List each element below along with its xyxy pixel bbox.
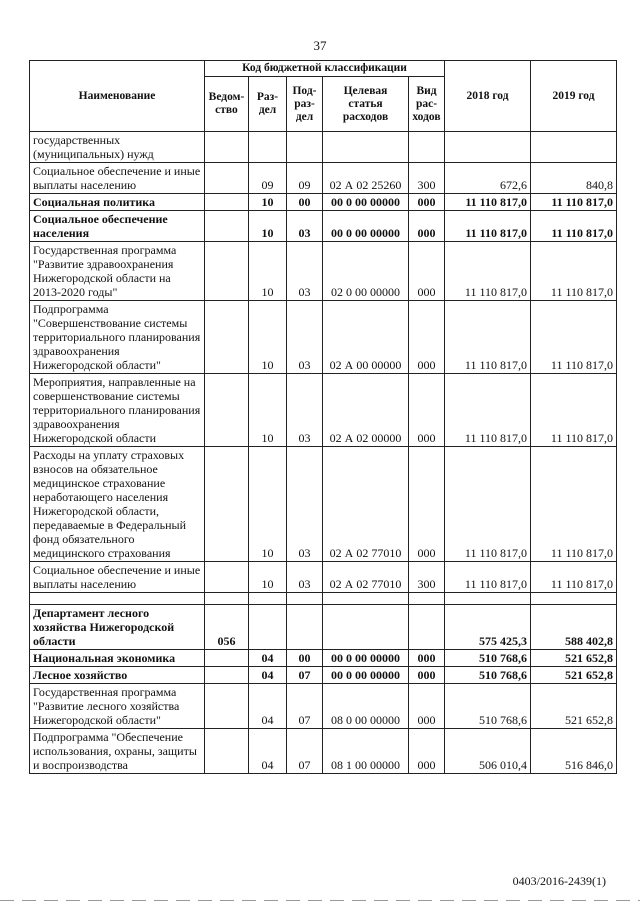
budget-table (29, 60, 617, 774)
table-cell-subsection (287, 132, 323, 163)
table-cell-department: 056 (205, 605, 249, 650)
table-cell-2019 (531, 593, 617, 605)
table-cell-name: государственных (муниципальных) нужд (30, 132, 205, 163)
table-cell-subsection: 03 (287, 211, 323, 242)
table-cell-expense-type: 000 (409, 194, 445, 211)
header-target-item: Целевая статья расходов (323, 77, 409, 132)
table-cell-expense-type: 000 (409, 374, 445, 447)
table-cell-department (205, 301, 249, 374)
document-code: 0403/2016-2439(1) (512, 874, 606, 888)
table-row (30, 650, 617, 667)
table-cell-subsection: 03 (287, 447, 323, 562)
table-cell-section: 10 (249, 301, 287, 374)
table-cell-section: 10 (249, 194, 287, 211)
table-cell-section: 04 (249, 684, 287, 729)
table-cell-subsection: 00 (287, 650, 323, 667)
table-cell-section: 04 (249, 729, 287, 774)
table-cell-name: Лесное хозяйство (30, 667, 205, 684)
table-cell-2019: 11 110 817,0 (531, 211, 617, 242)
table-cell-name: Мероприятия, направленные на совершенствование системы территориального планирования здравоохранения Нижегородской области (30, 374, 205, 447)
table-cell-2018: 510 768,6 (445, 650, 531, 667)
table-cell-expense-type: 000 (409, 729, 445, 774)
table-cell-section: 10 (249, 242, 287, 301)
table-cell-2019: 521 652,8 (531, 667, 617, 684)
table-cell-subsection (287, 605, 323, 650)
table-cell-section: 10 (249, 562, 287, 593)
table-cell-section: 10 (249, 374, 287, 447)
table-cell-section: 04 (249, 650, 287, 667)
table-cell-section (249, 605, 287, 650)
table-cell-target-item: 00 0 00 00000 (323, 194, 409, 211)
table-cell-section (249, 132, 287, 163)
table-cell-target-item: 02 0 00 00000 (323, 242, 409, 301)
table-row (30, 562, 617, 593)
table-cell-target-item: 00 0 00 00000 (323, 667, 409, 684)
table-cell-2018: 11 110 817,0 (445, 562, 531, 593)
table-cell-section (249, 593, 287, 605)
table-cell-name: Государственная программа "Развитие лесного хозяйства Нижегородской области" (30, 684, 205, 729)
table-cell-2019: 516 846,0 (531, 729, 617, 774)
table-cell-expense-type (409, 605, 445, 650)
table-row (30, 729, 617, 774)
table-row (30, 447, 617, 562)
header-year-2019: 2019 год (531, 61, 617, 132)
table-cell-department (205, 374, 249, 447)
table-cell-2019: 11 110 817,0 (531, 194, 617, 211)
table-cell-2018: 575 425,3 (445, 605, 531, 650)
table-cell-2019: 11 110 817,0 (531, 447, 617, 562)
table-cell-2019: 521 652,8 (531, 650, 617, 667)
table-cell-subsection: 03 (287, 374, 323, 447)
table-cell-expense-type (409, 132, 445, 163)
table-cell-section: 10 (249, 211, 287, 242)
table-cell-2019: 588 402,8 (531, 605, 617, 650)
table-cell-target-item: 00 0 00 00000 (323, 650, 409, 667)
table-cell-department (205, 211, 249, 242)
table-cell-department (205, 667, 249, 684)
table-cell-2019: 11 110 817,0 (531, 301, 617, 374)
table-cell-target-item: 00 0 00 00000 (323, 211, 409, 242)
table-cell-department (205, 562, 249, 593)
table-cell-name: Национальная экономика (30, 650, 205, 667)
table-cell-subsection: 07 (287, 667, 323, 684)
header-name: Наименование (30, 61, 205, 132)
table-cell-department (205, 132, 249, 163)
table-row (30, 301, 617, 374)
table-cell-expense-type: 000 (409, 684, 445, 729)
table-cell-name: Подпрограмма "Обеспечение использования, охраны, защиты и воспроизводства (30, 729, 205, 774)
table-cell-2018: 510 768,6 (445, 667, 531, 684)
header-budget-code-group: Код бюджетной классификации (205, 61, 445, 77)
table-cell-target-item: 02 А 00 00000 (323, 301, 409, 374)
table-cell-expense-type: 000 (409, 667, 445, 684)
table-cell-department (205, 729, 249, 774)
table-cell-department (205, 163, 249, 194)
table-cell-subsection: 09 (287, 163, 323, 194)
table-row (30, 593, 617, 605)
table-cell-subsection: 03 (287, 562, 323, 593)
table-cell-department (205, 684, 249, 729)
table-row (30, 194, 617, 211)
table-cell-department (205, 242, 249, 301)
table-cell-expense-type: 000 (409, 301, 445, 374)
table-cell-2018: 11 110 817,0 (445, 242, 531, 301)
table-row (30, 132, 617, 163)
header-section: Раз-дел (249, 77, 287, 132)
header-year-2018: 2018 год (445, 61, 531, 132)
table-cell-2019: 11 110 817,0 (531, 374, 617, 447)
table-cell-target-item: 08 0 00 00000 (323, 684, 409, 729)
table-cell-department (205, 593, 249, 605)
table-cell-expense-type (409, 593, 445, 605)
table-cell-name (30, 593, 205, 605)
table-cell-subsection: 03 (287, 242, 323, 301)
table-cell-target-item: 02 А 02 25260 (323, 163, 409, 194)
table-cell-name: Подпрограмма "Совершенствование системы территориального планирования здравоохранения Нижегородской области" (30, 301, 205, 374)
header-department: Ведом-ство (205, 77, 249, 132)
table-cell-subsection: 00 (287, 194, 323, 211)
table-cell-expense-type: 000 (409, 447, 445, 562)
table-cell-department (205, 194, 249, 211)
table-cell-2019: 521 652,8 (531, 684, 617, 729)
table-row (30, 163, 617, 194)
header-subsection: Под-раз-дел (287, 77, 323, 132)
scan-artifact-line (0, 900, 640, 901)
table-cell-department (205, 650, 249, 667)
table-cell-expense-type: 000 (409, 650, 445, 667)
table-cell-expense-type: 300 (409, 562, 445, 593)
table-cell-target-item: 08 1 00 00000 (323, 729, 409, 774)
table-body (30, 132, 617, 774)
table-cell-subsection (287, 593, 323, 605)
table-row (30, 684, 617, 729)
table-row (30, 605, 617, 650)
table-cell-2019: 11 110 817,0 (531, 242, 617, 301)
table-cell-name: Социальное обеспечение населения (30, 211, 205, 242)
table-cell-target-item (323, 593, 409, 605)
table-row (30, 374, 617, 447)
table-cell-target-item: 02 А 02 77010 (323, 562, 409, 593)
table-cell-2018 (445, 132, 531, 163)
table-cell-department (205, 447, 249, 562)
table-row (30, 211, 617, 242)
table-cell-target-item (323, 132, 409, 163)
header-expense-type: Вид рас-ходов (409, 77, 445, 132)
table-cell-subsection: 07 (287, 684, 323, 729)
table-cell-2018: 11 110 817,0 (445, 374, 531, 447)
table-cell-name: Департамент лесного хозяйства Нижегородской области (30, 605, 205, 650)
table-cell-target-item: 02 А 02 00000 (323, 374, 409, 447)
page-number: 37 (313, 38, 327, 53)
table-cell-name: Социальное обеспечение и иные выплаты населению (30, 562, 205, 593)
table-cell-section: 09 (249, 163, 287, 194)
table-cell-section: 04 (249, 667, 287, 684)
table-cell-subsection: 03 (287, 301, 323, 374)
table-cell-expense-type: 300 (409, 163, 445, 194)
table-cell-name: Государственная программа "Развитие здравоохранения Нижегородской области на 2013-2020 годы" (30, 242, 205, 301)
table-cell-2018: 11 110 817,0 (445, 211, 531, 242)
table-cell-2018: 11 110 817,0 (445, 301, 531, 374)
table-cell-2018 (445, 593, 531, 605)
table-cell-name: Социальное обеспечение и иные выплаты населению (30, 163, 205, 194)
table-cell-target-item: 02 А 02 77010 (323, 447, 409, 562)
table-cell-2019: 11 110 817,0 (531, 562, 617, 593)
table-cell-expense-type: 000 (409, 242, 445, 301)
table-cell-name: Социальная политика (30, 194, 205, 211)
table-cell-2019: 840,8 (531, 163, 617, 194)
table-cell-2018: 506 010,4 (445, 729, 531, 774)
table-cell-2018: 510 768,6 (445, 684, 531, 729)
table-cell-target-item (323, 605, 409, 650)
table-cell-2018: 11 110 817,0 (445, 194, 531, 211)
table-row (30, 667, 617, 684)
table-cell-name: Расходы на уплату страховых взносов на обязательное медицинское страхование неработающего населения Нижегородской области, передаваемые в Федеральный фонд обязательного медицинского страхования (30, 447, 205, 562)
table-cell-2018: 672,6 (445, 163, 531, 194)
table-cell-expense-type: 000 (409, 211, 445, 242)
table-cell-section: 10 (249, 447, 287, 562)
table-cell-subsection: 07 (287, 729, 323, 774)
table-row (30, 242, 617, 301)
table-cell-2018: 11 110 817,0 (445, 447, 531, 562)
table-cell-2019 (531, 132, 617, 163)
